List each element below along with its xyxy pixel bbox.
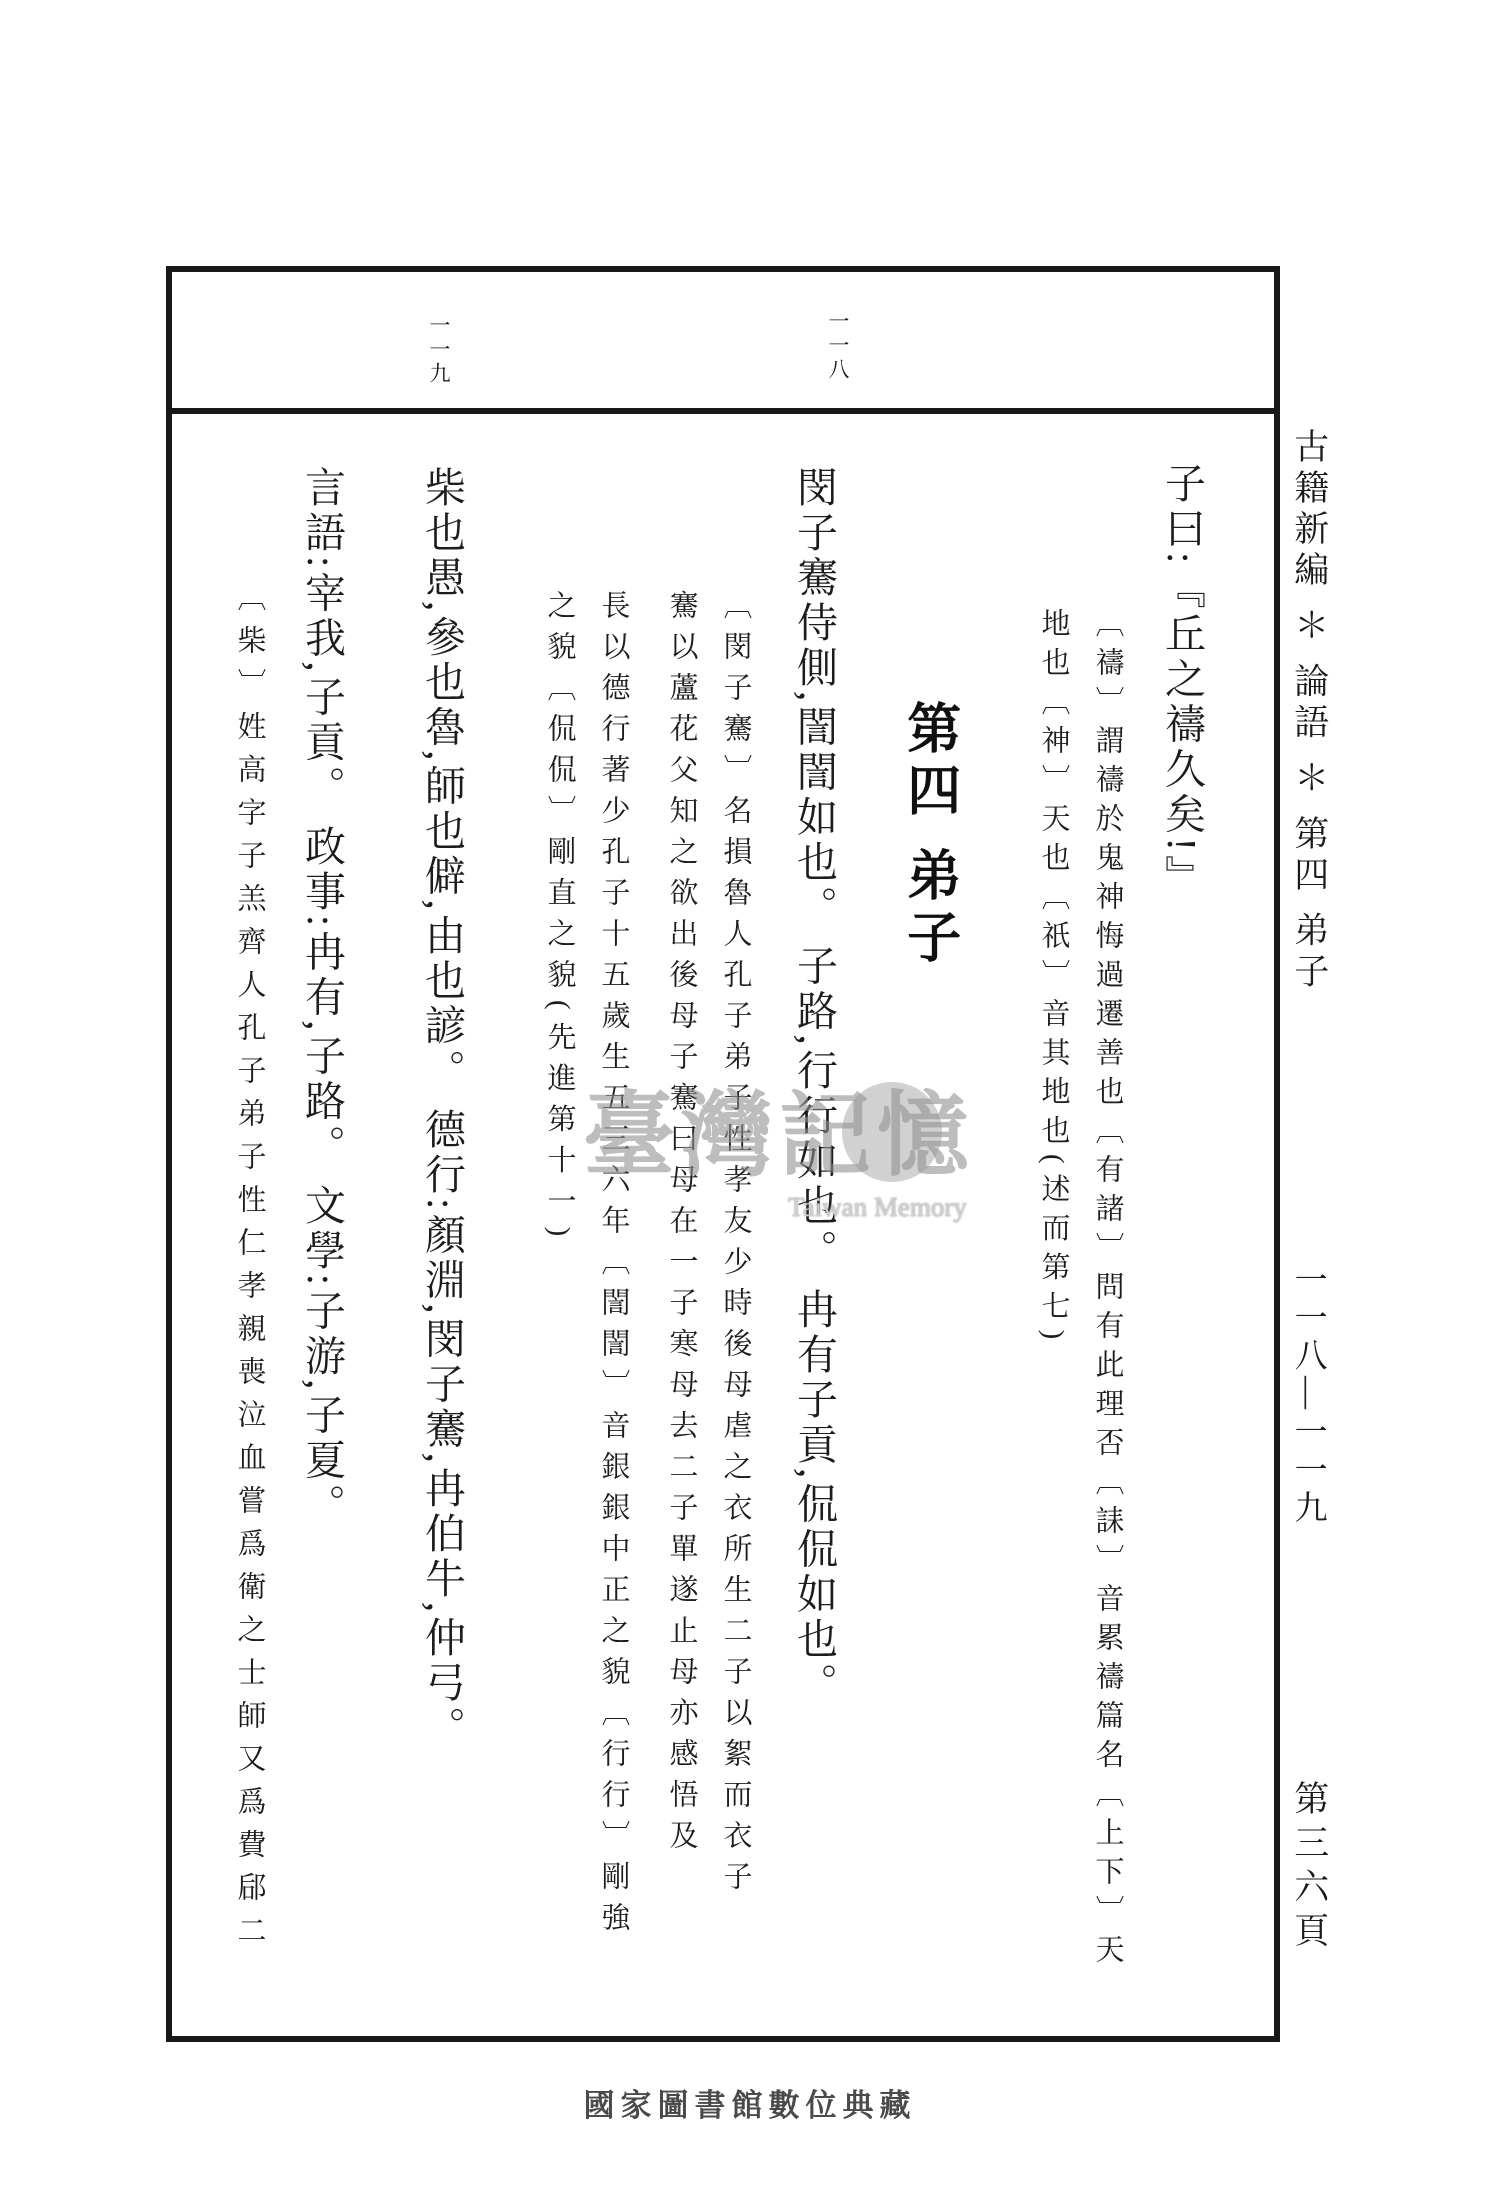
annotation-column-minziqian-d: 之貌〔侃侃〕剛直之貌(先進第十一)	[543, 590, 576, 1249]
spine-series-title: 古籍新編 ＊ 論語 ＊ 第四 弟子	[1289, 428, 1329, 994]
annotation-column-tao-a: 〔禱〕謂禱於鬼神悔過遷善也〔有諸〕問有此理否〔誄〕音累禱篇名〔上下〕天	[1091, 608, 1124, 1973]
annotation-column-minziqian-a: 〔閔子騫〕名損魯人孔子弟子性孝友少時後母虐之衣所生二子以絮而衣子	[719, 590, 752, 1902]
annotation-column-minziqian-c: 長以德行著少孔子十五歲生五三六年〔誾誾〕音銀銀中正之貌〔行行〕剛強	[597, 590, 630, 1943]
library-collection-caption: 國家圖書館數位典藏	[583, 2088, 917, 2123]
annotation-column-chai: 〔柴〕姓高字子羔齊人孔子弟子性仁孝親喪泣血嘗爲衛之士師又爲費郈二	[233, 582, 266, 1958]
annotation-column-minziqian-b: 騫以蘆花父知之欲出後母子騫曰母在一子寒母去二子單遂止母亦感悟及	[665, 590, 698, 1861]
annotation-column-tao-b: 地也〔神〕天也〔祇〕音其地也(述而第七)	[1037, 608, 1070, 1350]
page-number-119: 一一九	[427, 314, 452, 386]
main-text-column-confucius-quote: 子曰:『丘之禱久矣!』	[1159, 462, 1206, 901]
main-text-column-minziqian: 閔子騫侍側,誾誾如也。 子路,行行如也。 冉有子貢,侃侃如也。	[791, 466, 838, 1708]
page-number-118: 一一八	[826, 310, 851, 382]
spine-sheet-number: 第三六頁	[1289, 1780, 1329, 1956]
watermark-taiwan-memory-en: Taiwan Memory	[788, 1192, 967, 1222]
main-text-column-chai: 柴也愚,參也魯,師也僻,由也諺。 德行:顏淵,閔子騫,冉伯牛,仲弓。	[419, 466, 466, 1752]
chapter-heading-disciples: 第四 弟子	[899, 700, 960, 972]
watermark-taiwan-memory-zh: 臺灣記憶	[583, 1085, 976, 1187]
spine-page-range: 一一八—一一九	[1289, 1262, 1326, 1528]
main-text-column-four-categories: 言語:宰我,子貢。 政事:冉有,子路。 文學:子游,子夏。	[299, 466, 346, 1529]
header-divider-rule	[166, 408, 1280, 414]
